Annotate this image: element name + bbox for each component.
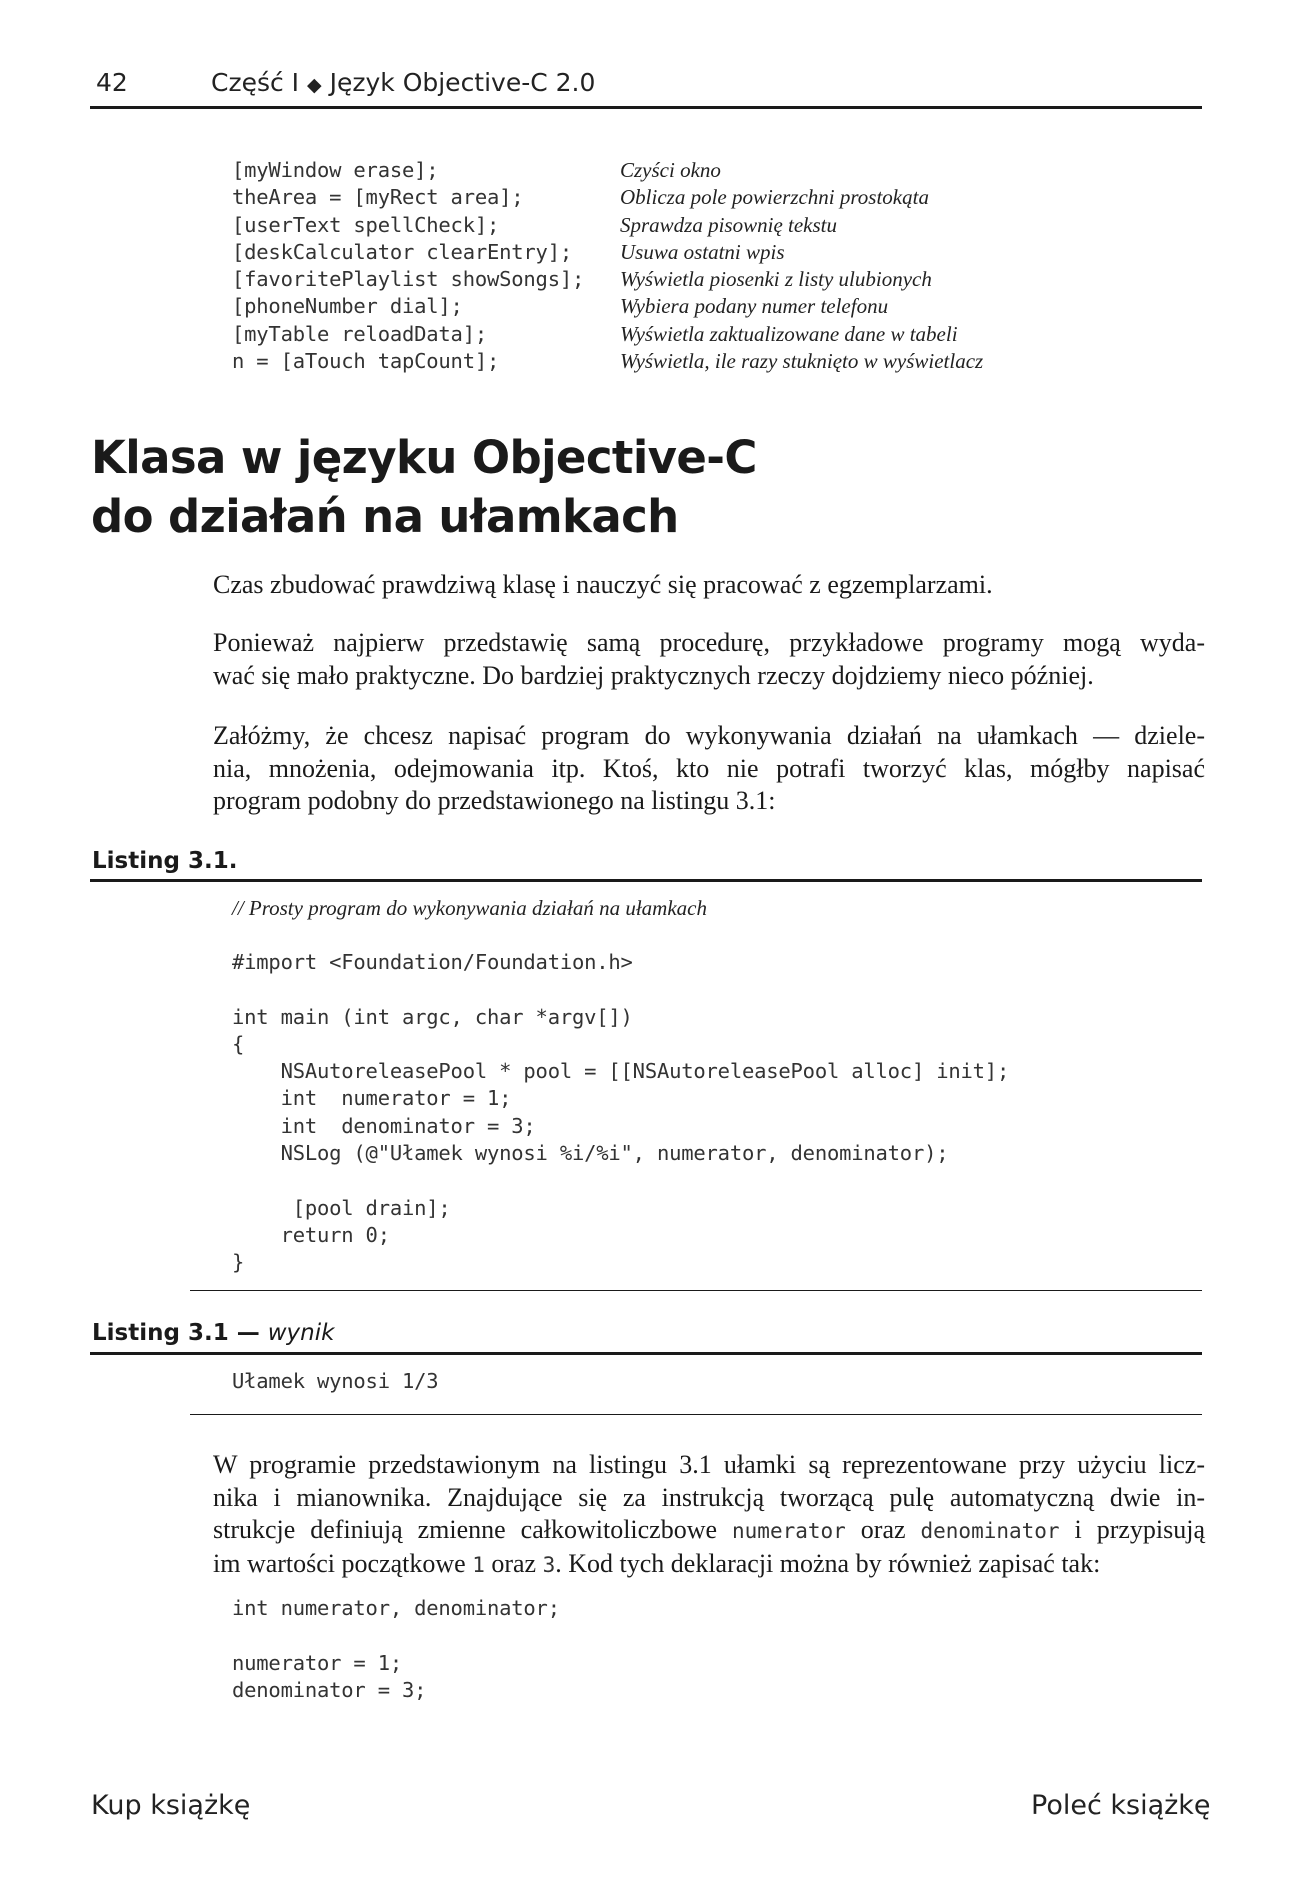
code-snippet [232,1595,560,1704]
paragraph-line: Załóżmy, że chcesz napisać program do wykonywania działań na ułamkach — dziele- [213,721,1205,750]
paragraph-line: W programie przedstawionym na listingu 3.1 ułamki są reprezentowane przy użyciu licz- [213,1450,1205,1479]
listing-bottom-rule [190,1290,1202,1291]
method-example-row [232,212,1132,239]
method-description: Oblicza pole powierzchni prostokąta [620,185,929,210]
output-label [92,1320,334,1346]
method-description: Wyświetla piosenki z listy ulubionych [620,267,932,292]
buy-book-link[interactable]: Kup książkę [91,1790,251,1821]
method-example-row [232,321,1132,348]
listing-comment: // Prosty program do wykonywania działań na ułamkach [232,896,707,920]
paragraph-line [213,1514,1205,1548]
output-top-rule [90,1352,1202,1355]
paragraph [213,569,1205,602]
method-example-row [232,157,1132,184]
method-code: [deskCalculator clearEntry]; [232,239,572,264]
section-heading [91,428,757,546]
code-line [232,1622,560,1649]
text-run: im wartości początkowe [213,1548,466,1578]
section-heading-line: Klasa w języku Objective-C [91,431,757,484]
paragraph-line: nia, mnożenia, odejmowania itp. Ktoś, kto nie potrafi tworzyć klas, mógłby napisać [213,753,1205,783]
method-description: Czyści okno [620,158,721,182]
section-heading-line: do działań na ułamkach [91,490,679,543]
code-line: int numerator = 1; [232,1086,512,1111]
paragraph-line: nika i mianownika. Znajdujące się za instrukcją tworzącą pulę automatyczną dwie in- [213,1482,1205,1512]
method-examples-table [232,157,1132,375]
book-title: Język Objective-C 2.0 [329,68,596,97]
code-line: } [232,1250,245,1275]
output-bottom-rule [190,1414,1202,1415]
text-run: oraz [860,1515,906,1544]
part-label: Część I [211,68,300,97]
method-example-row [232,239,1132,266]
code-line: NSLog (@"Ułamek wynosi %i/%i", numerator, denominator); [232,1141,949,1166]
output-label-dash: — [236,1320,260,1346]
method-example-row [232,348,1132,375]
method-description: Wyświetla zaktualizowane dane w tabeli [620,321,958,346]
recommend-book-link[interactable]: Poleć książkę [1031,1790,1211,1821]
output-label-suffix: wynik [267,1320,335,1346]
method-code: theArea = [myRect area]; [232,185,524,210]
method-code: [myTable reloadData]; [232,321,487,346]
method-code: [myWindow erase]; [232,158,439,182]
method-code: [userText spellCheck]; [232,212,500,237]
listing-label: Listing 3.1. [92,848,238,874]
method-example-row [232,184,1132,211]
paragraph-line: Czas zbudować prawdziwą klasę i nauczyć się pracować z egzemplarzami. [213,570,993,599]
paragraph-line: program podobny do przedstawionego na listingu 3.1: [213,786,776,815]
method-code: [favoritePlaylist showSongs]; [232,267,585,292]
method-description: Usuwa ostatni wpis [620,239,785,264]
diamond-icon: ◆ [307,74,322,96]
code-line: int main (int argc, char *argv[]) [232,1004,633,1029]
listing-code [232,949,1009,1277]
code-line: NSAutoreleasePool * pool = [[NSAutoreleasePool alloc] init]; [232,1059,1010,1084]
code-line: int numerator, denominator; [232,1596,560,1620]
code-line: return 0; [232,1222,390,1247]
method-description: Wybiera podany numer telefonu [620,294,889,319]
code-line: int denominator = 3; [232,1113,536,1138]
method-example-row [232,266,1132,293]
paragraph [213,720,1205,818]
inline-code: numerator [732,1519,846,1543]
header-rule [90,106,1202,109]
code-line [232,976,1009,1003]
method-code: [phoneNumber dial]; [232,294,463,319]
code-line [232,1167,1009,1194]
text-run: . Kod tych deklaracji można by również zapisać tak: [555,1548,1101,1578]
paragraph-line: Ponieważ najpierw przedstawię samą procedurę, przykładowe programy mogą wyda- [213,628,1205,657]
code-line: numerator = 1; [232,1650,402,1675]
running-title [211,68,595,97]
inline-code: denominator [920,1519,1060,1543]
code-line: #import <Foundation/Foundation.h> [232,950,633,974]
inline-code: 1 [472,1552,485,1577]
text-run: oraz [491,1548,537,1578]
method-description: Wyświetla, ile razy stuknięto w wyświetlacz [620,349,984,374]
method-example-row [232,293,1132,320]
text-run: i przypisują [1074,1515,1206,1544]
paragraph-line [213,1548,1205,1582]
method-description: Sprawdza pisownię tekstu [620,212,838,237]
code-line: denominator = 3; [232,1677,427,1702]
output-label-number: Listing 3.1 [92,1320,229,1346]
code-line: { [232,1031,245,1056]
running-header [90,64,1202,104]
paragraph-line: wać się mało praktyczne. Do bardziej praktycznych rzeczy dojdziemy nieco później. [213,660,1094,690]
method-code: n = [aTouch tapCount]; [232,349,500,374]
page-number: 42 [96,68,128,97]
listing-top-rule [90,879,1202,882]
text-run: strukcje definiują zmienne całkowitoliczbowe [213,1515,718,1544]
paragraph [213,627,1205,692]
paragraph [213,1449,1205,1581]
code-line: [pool drain]; [232,1195,451,1220]
output-text: Ułamek wynosi 1/3 [232,1369,439,1393]
inline-code: 3 [542,1552,556,1577]
